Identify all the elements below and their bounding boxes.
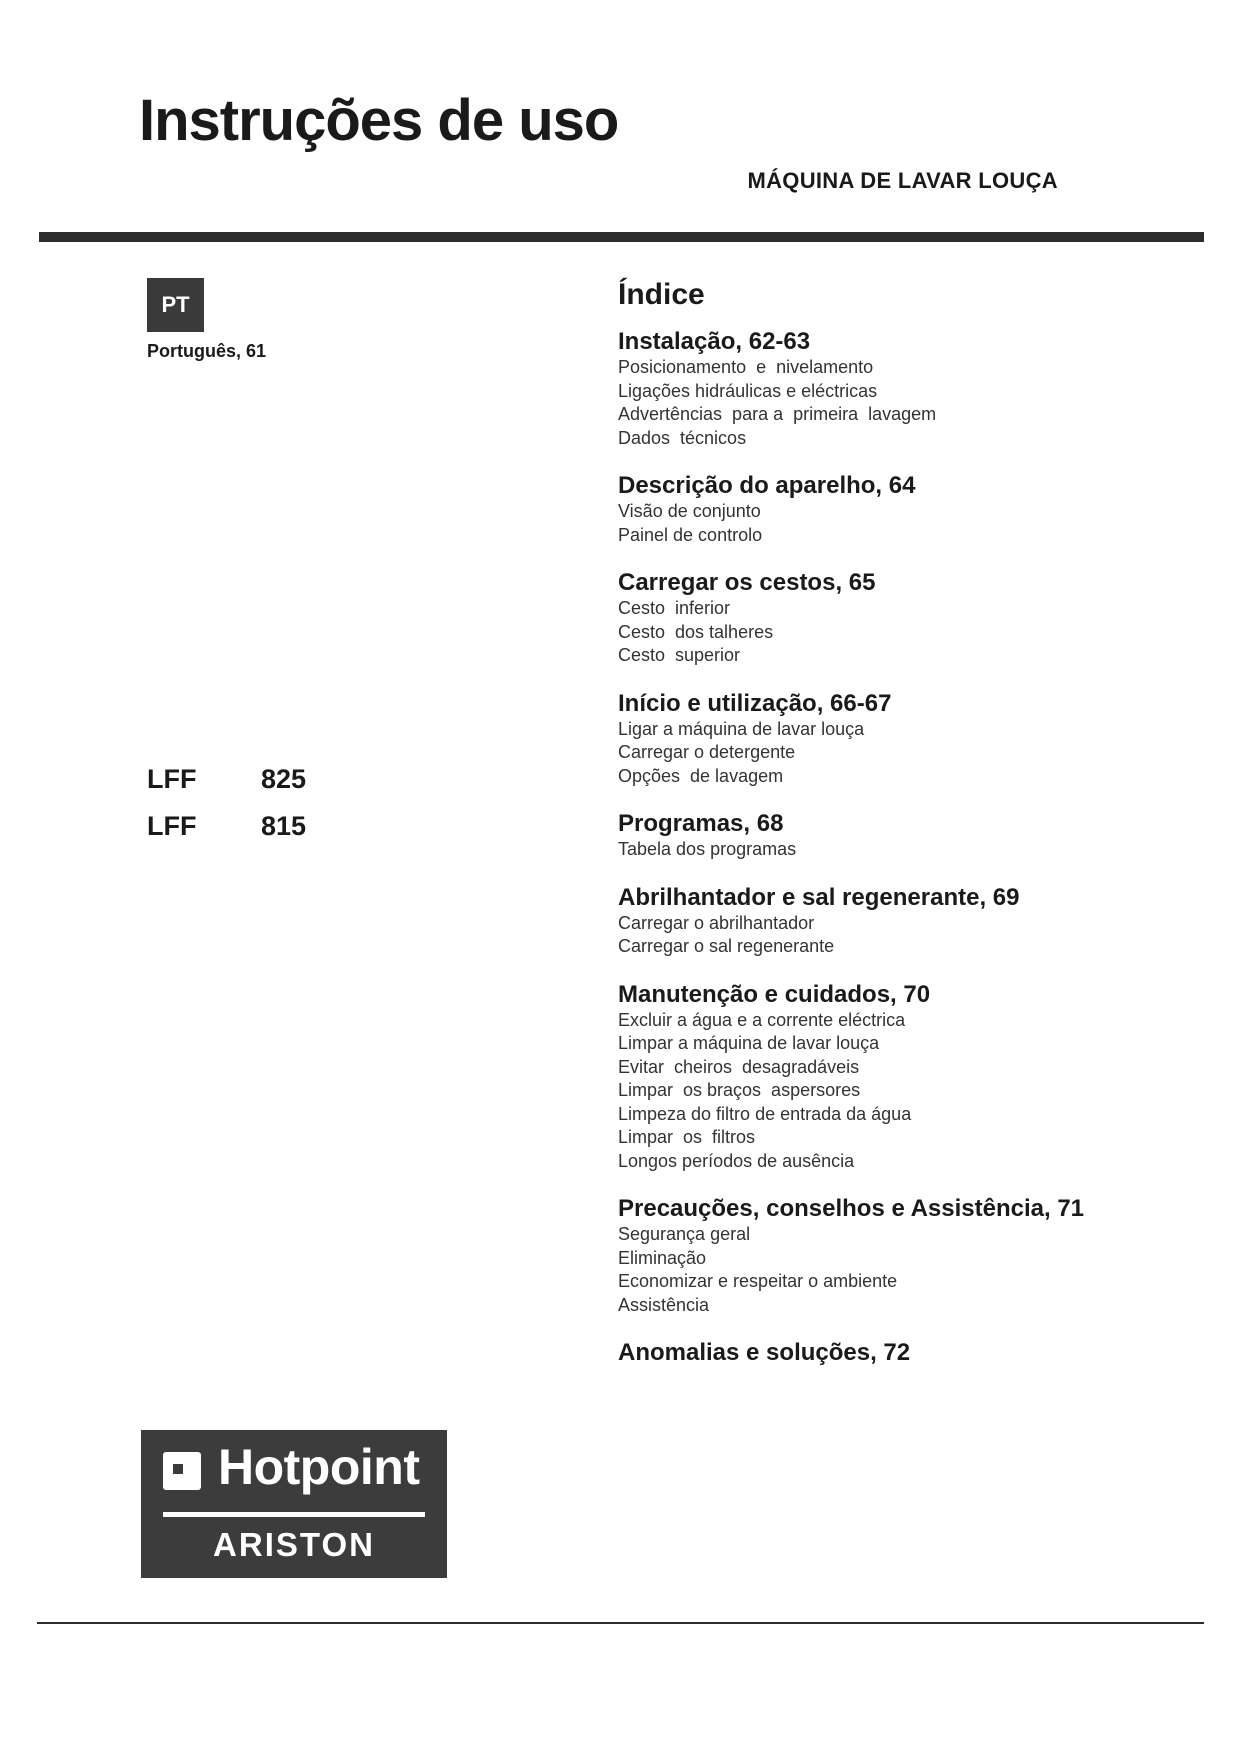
brand-logo [141, 1430, 447, 1578]
toc-item: Cesto dos talheres [618, 621, 774, 642]
toc-item: Cesto inferior [618, 598, 731, 618]
toc-section-title: Abrilhantador e sal regenerante, 69 [618, 883, 1020, 911]
toc-heading: Índice [618, 278, 705, 311]
logo-brand-top: Hotpoint [218, 1439, 420, 1495]
toc-section [618, 980, 1178, 1174]
toc-item: Longos períodos de ausência [618, 1150, 855, 1171]
toc-item: Limpar os filtros [618, 1127, 756, 1147]
toc-section-title: Carregar os cestos, 65 [618, 569, 876, 596]
toc-section-title: Instalação, 62-63 [618, 328, 811, 355]
logo-mark-icon [163, 1452, 201, 1490]
toc-section [618, 568, 1178, 668]
toc-item: Posicionamento e nivelamento [618, 357, 874, 377]
toc-item: Visão de conjunto [618, 501, 761, 521]
toc-section-title: Início e utilização, 66-67 [618, 689, 892, 717]
toc-item: Carregar o abrilhantador [618, 912, 815, 933]
toc-item: Painel de controlo [618, 524, 763, 545]
header-divider [39, 232, 1204, 242]
toc-section-title: Descrição do aparelho, 64 [618, 472, 916, 499]
model-name: LFF 825 [147, 764, 307, 794]
toc-item: Evitar cheiros desagradáveis [618, 1056, 860, 1077]
toc-item: Cesto superior [618, 645, 741, 665]
toc-section [618, 1194, 1178, 1317]
language-label: Português, 61 [147, 341, 267, 361]
toc-item: Ligar a máquina de lavar louça [618, 718, 865, 739]
toc-item: Carregar o sal regenerante [618, 936, 835, 956]
toc-item: Limpar a máquina de lavar louça [618, 1033, 880, 1053]
page-title: Instruções de uso [139, 88, 619, 153]
toc-item: Advertências para a primeira lavagem [618, 404, 937, 424]
toc-item: Excluir a água e a corrente eléctrica [618, 1009, 906, 1030]
toc-item: Ligações hidráulicas e eléctricas [618, 380, 878, 401]
table-of-contents [618, 278, 1178, 1388]
toc-item: Economizar e respeitar o ambiente [618, 1271, 898, 1291]
toc-item: Limpeza do filtro de entrada da água [618, 1103, 912, 1124]
language-badge: PT [147, 278, 204, 332]
model-name: LFF 815 [147, 811, 307, 841]
footer-divider [37, 1622, 1204, 1624]
toc-section-title: Programas, 68 [618, 810, 784, 837]
toc-section-title: Precauções, conselhos e Assistência, 71 [618, 1195, 1085, 1222]
toc-sections [618, 327, 1178, 1367]
toc-section [618, 689, 1178, 789]
toc-item: Limpar os braços aspersores [618, 1080, 861, 1100]
logo-brand-bottom: ARISTON [213, 1526, 375, 1563]
document-subtitle: MÁQUINA DE LAVAR LOUÇA [747, 168, 1058, 193]
toc-section-title: Manutenção e cuidados, 70 [618, 980, 931, 1008]
toc-item: Eliminação [618, 1247, 707, 1268]
toc-item: Opções de lavagem [618, 765, 784, 786]
toc-section [618, 471, 1178, 547]
toc-item: Segurança geral [618, 1224, 751, 1244]
logo-divider [163, 1512, 425, 1517]
toc-item: Carregar o detergente [618, 742, 796, 762]
toc-section [618, 809, 1178, 862]
toc-section [618, 883, 1178, 959]
toc-section [618, 1338, 1178, 1367]
toc-section-title: Anomalias e soluções, 72 [618, 1339, 911, 1366]
toc-item: Assistência [618, 1294, 710, 1315]
toc-item: Tabela dos programas [618, 839, 797, 859]
toc-section [618, 327, 1178, 450]
toc-item: Dados técnicos [618, 427, 747, 448]
